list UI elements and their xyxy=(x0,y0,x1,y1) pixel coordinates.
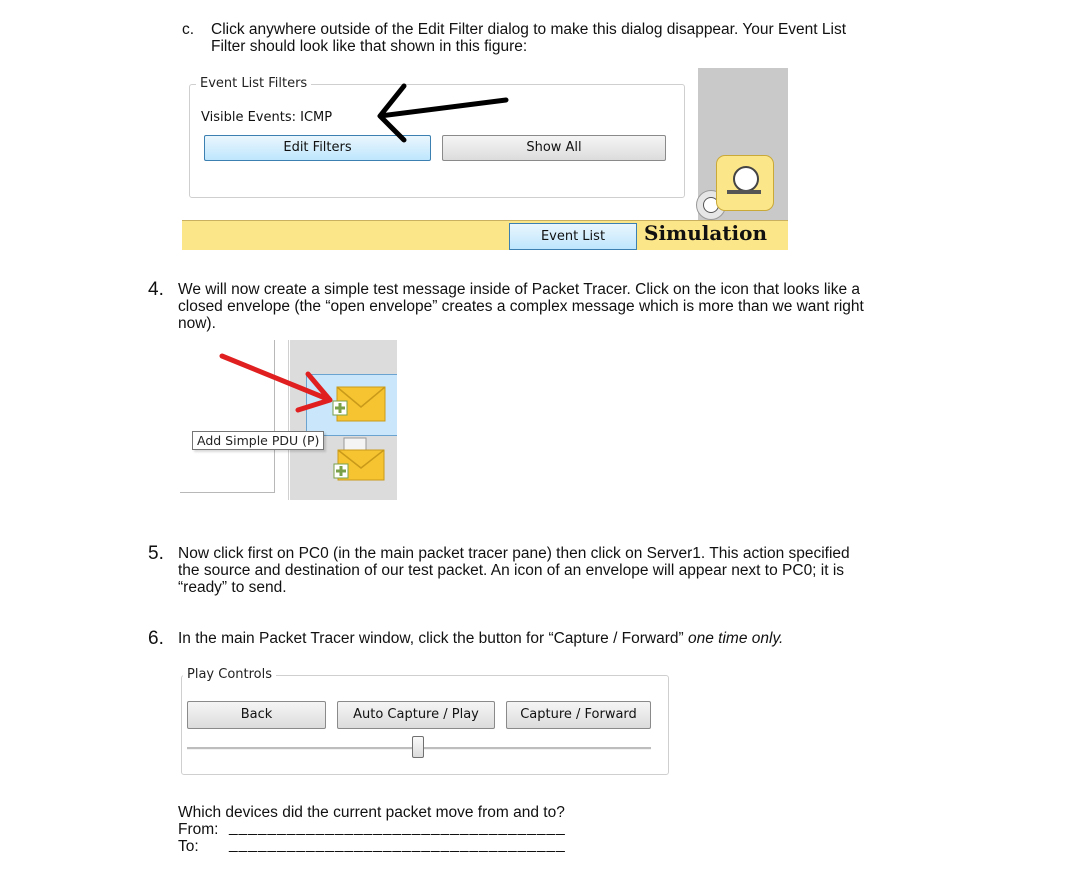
red-pointer-arrow-icon xyxy=(180,340,397,500)
from-answer-blank: ___________________________________ xyxy=(229,819,566,836)
step-4-number: 4. xyxy=(148,279,164,300)
step-c-line-2: Filter should look like that shown in this figure: xyxy=(211,38,528,55)
add-simple-pdu-tooltip: Add Simple PDU (P) xyxy=(192,431,324,450)
step-5-line-2: the source and destination of our test packet. An icon of an envelope will appear next to PC0; it is xyxy=(178,562,845,579)
step-c-marker: c. xyxy=(182,21,195,38)
step-4-line-1: We will now create a simple test message inside of Packet Tracer. Click on the icon that looks like a xyxy=(178,281,861,298)
step-4-line-3: now). xyxy=(178,315,216,332)
capture-forward-button[interactable]: Capture / Forward xyxy=(506,701,651,729)
simulation-tab[interactable]: Simulation xyxy=(644,221,768,245)
auto-capture-play-button[interactable]: Auto Capture / Play xyxy=(337,701,495,729)
step-5-line-3: “ready” to send. xyxy=(178,579,287,596)
question-prompt: Which devices did the current packet move from and to? xyxy=(178,804,565,821)
event-list-tab[interactable]: Event List xyxy=(509,223,637,250)
step-4-line-2: closed envelope (the “open envelope” creates a complex message which is more than we want right xyxy=(178,298,864,315)
to-label: To: xyxy=(178,838,199,855)
back-button[interactable]: Back xyxy=(187,701,326,729)
step-6-emphasis: one time only. xyxy=(688,630,784,647)
play-controls-screenshot xyxy=(179,651,679,779)
show-all-button[interactable]: Show All xyxy=(442,135,666,161)
step-c-line-1: Click anywhere outside of the Edit Filter dialog to make this dialog disappear. Your Event List xyxy=(211,21,847,38)
step-5-number: 5. xyxy=(148,543,164,564)
play-controls-legend: Play Controls xyxy=(183,667,276,682)
step-6-number: 6. xyxy=(148,628,164,649)
edit-filters-button[interactable]: Edit Filters xyxy=(204,135,431,161)
step-6-instruction: In the main Packet Tracer window, click the button for “Capture / Forward” xyxy=(178,630,688,647)
step-5-line-1: Now click first on PC0 (in the main packet tracer pane) then click on Server1. This action specified xyxy=(178,545,850,562)
speed-slider-thumb[interactable] xyxy=(412,736,424,758)
step-6-text xyxy=(178,630,783,647)
visible-events-label: Visible Events: ICMP xyxy=(201,110,333,125)
filters-legend: Event List Filters xyxy=(196,76,311,91)
add-pdu-screenshot xyxy=(180,340,397,500)
from-label: From: xyxy=(178,821,219,838)
event-list-filters-screenshot xyxy=(182,68,788,250)
to-answer-blank: ___________________________________ xyxy=(229,836,566,853)
pointer-arrow-icon xyxy=(182,68,788,250)
